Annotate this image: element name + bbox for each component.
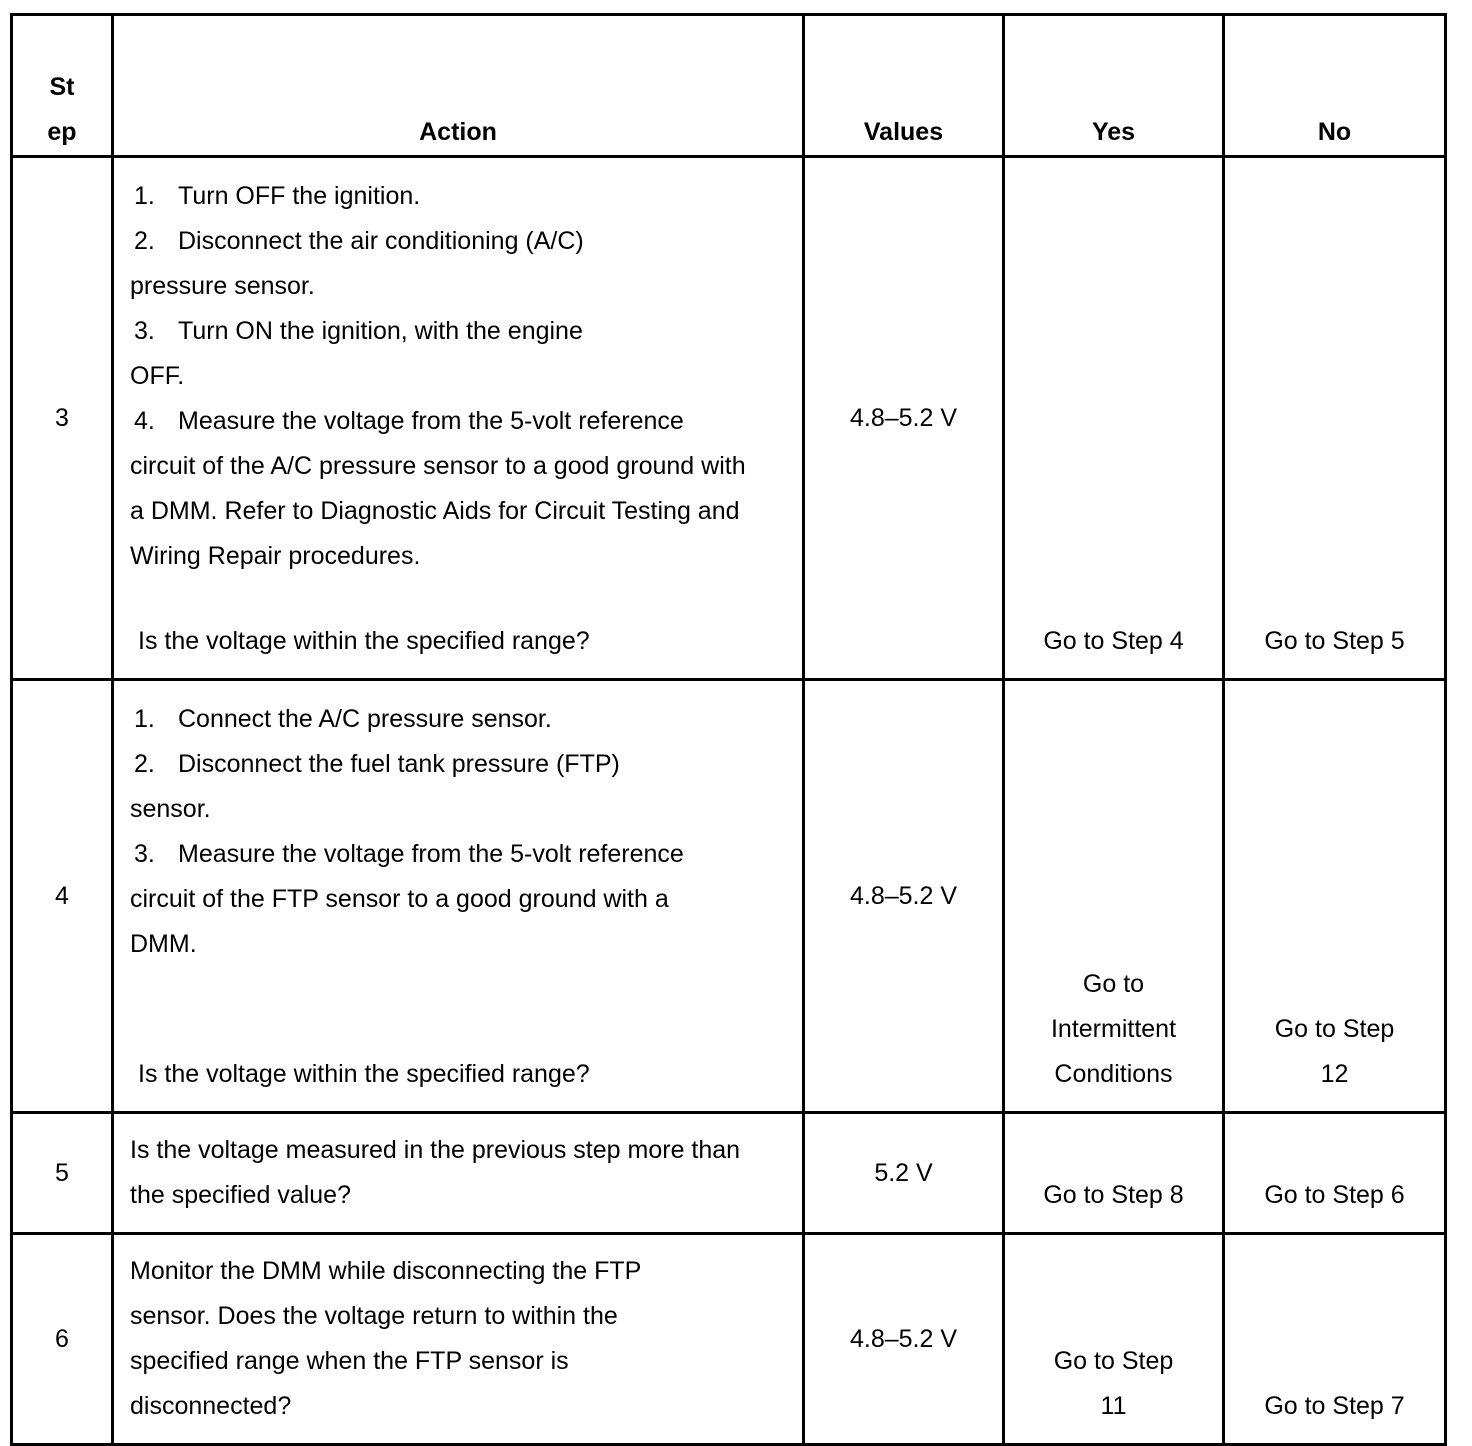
action-text: Is the voltage measured in the previous step more than the specified value? <box>130 1136 741 1209</box>
action-text: Measure the voltage from the 5-volt reference circuit of the A/C pressure sensor to a good ground with a DMM. Refer to Diagnostic Aids for Circuit Testing and Wiring Repair procedures. <box>130 407 746 570</box>
action-cell <box>113 680 804 1113</box>
no-text: Go to Step 12 <box>1274 1015 1395 1088</box>
value-cell: 4.8–5.2 V <box>804 680 1004 1113</box>
step-number: 3 <box>12 157 113 680</box>
action-item <box>130 219 630 309</box>
action-item <box>130 309 630 399</box>
action-number: 3. <box>134 840 155 868</box>
step-number: 4 <box>12 680 113 1113</box>
action-number: 3. <box>134 317 155 345</box>
action-cell <box>113 157 804 680</box>
action-item <box>130 742 675 832</box>
table-row <box>12 1113 1446 1234</box>
no-cell <box>1224 680 1446 1113</box>
header-step-line1: St <box>49 73 75 101</box>
no-cell: Go to Step 6 <box>1224 1113 1446 1234</box>
header-action: Action <box>113 15 804 157</box>
action-text: Turn OFF the ignition. <box>178 182 421 210</box>
action-number: 1. <box>134 705 155 733</box>
yes-cell <box>1004 1234 1224 1445</box>
action-question: Is the voltage within the specified range? <box>138 1060 590 1088</box>
action-text: Disconnect the air conditioning (A/C) pressure sensor. <box>130 227 584 300</box>
no-cell: Go to Step 5 <box>1224 157 1446 680</box>
step-number: 5 <box>12 1113 113 1234</box>
header-step-line2: ep <box>47 118 77 146</box>
action-text: Connect the A/C pressure sensor. <box>178 705 552 733</box>
yes-cell <box>1004 680 1224 1113</box>
action-list <box>130 697 792 967</box>
header-row <box>12 15 1446 157</box>
table-row <box>12 157 1446 680</box>
yes-text: Go to Intermittent Conditions <box>1050 970 1177 1088</box>
table-row <box>12 680 1446 1113</box>
yes-cell: Go to Step 8 <box>1004 1113 1224 1234</box>
action-text: Turn ON the ignition, with the engine OFF. <box>130 317 583 390</box>
header-values: Values <box>804 15 1004 157</box>
yes-text: Go to Step 11 <box>1053 1347 1174 1420</box>
action-cell <box>113 1113 804 1234</box>
action-text: Measure the voltage from the 5-volt reference circuit of the FTP sensor to a good ground with a DMM. <box>130 840 684 958</box>
action-item <box>130 399 750 579</box>
value-cell: 5.2 V <box>804 1113 1004 1234</box>
action-item <box>130 174 792 219</box>
value-cell: 4.8–5.2 V <box>804 1234 1004 1445</box>
action-cell <box>113 1234 804 1445</box>
action-number: 1. <box>134 182 155 210</box>
step-number: 6 <box>12 1234 113 1445</box>
action-number: 2. <box>134 750 155 778</box>
header-no: No <box>1224 15 1446 157</box>
yes-cell: Go to Step 4 <box>1004 157 1224 680</box>
action-list <box>130 174 792 579</box>
header-yes: Yes <box>1004 15 1224 157</box>
table-row <box>12 1234 1446 1445</box>
action-text: Monitor the DMM while disconnecting the FTP sensor. Does the voltage return to within the specified range when the FTP sensor is disconnected? <box>130 1257 641 1420</box>
header-step <box>12 15 113 157</box>
action-text: Disconnect the fuel tank pressure (FTP) sensor. <box>130 750 620 823</box>
action-item <box>130 832 690 967</box>
action-question: Is the voltage within the specified range? <box>138 627 590 655</box>
action-number: 2. <box>134 227 155 255</box>
action-item <box>130 697 792 742</box>
no-cell: Go to Step 7 <box>1224 1234 1446 1445</box>
action-number: 4. <box>134 407 155 435</box>
value-cell: 4.8–5.2 V <box>804 157 1004 680</box>
diagnostic-table <box>10 13 1447 1446</box>
